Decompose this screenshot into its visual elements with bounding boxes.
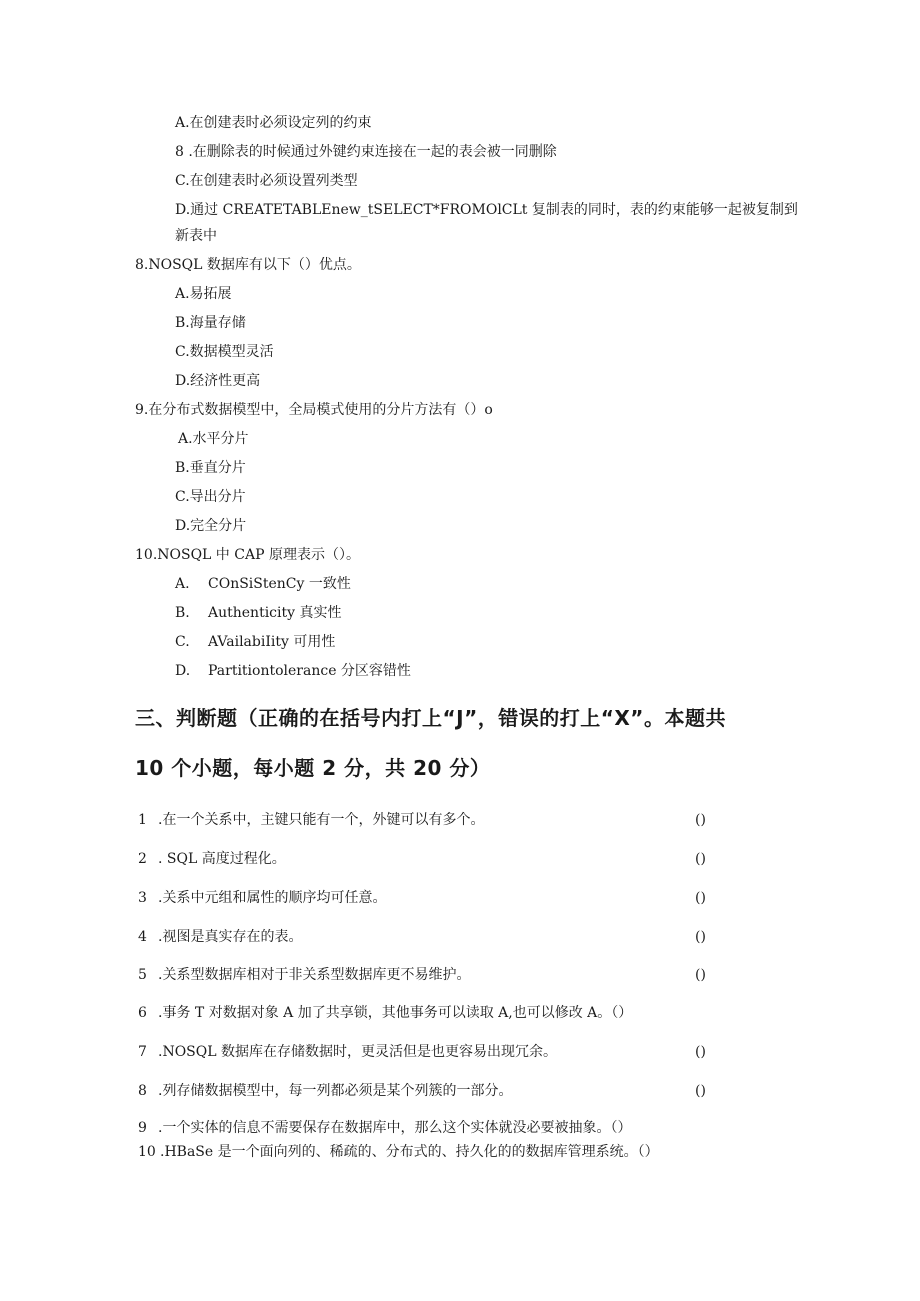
- q10-option-c: [175, 633, 335, 651]
- judgement-item-8: [138, 1082, 512, 1100]
- judgement-item-text: . SQL 高度过程化。: [158, 851, 286, 867]
- q10-stem: 10.NOSQL 中 CAP 原理表示（）。: [135, 547, 360, 563]
- judgement-answer-blank: (): [695, 812, 706, 828]
- q10-option-c-text: AVailabiIity 可用性: [208, 634, 336, 650]
- judgement-item-number: 4: [138, 929, 147, 945]
- judgement-item-3: [138, 889, 386, 907]
- q9-option-b: B.垂直分片: [175, 460, 246, 476]
- q10-option-b-letter: B.: [175, 605, 190, 621]
- q10-option-d: [175, 662, 411, 680]
- q10-option-a: [175, 575, 351, 593]
- judgement-item-2: [138, 850, 286, 868]
- judgement-item-text: .NOSQL 数据库在存储数据时，更灵活但是也更容易出现冗余。: [158, 1044, 557, 1060]
- q8-option-a: A.易拓展: [175, 286, 232, 302]
- judgement-item-text: .关系中元组和属性的顺序均可任意。: [158, 890, 387, 906]
- judgement-item-number: 2: [138, 851, 147, 867]
- section-3-heading-line-1: 三、判断题（正确的在括号内打上“J”，错误的打上“X”。本题共: [135, 706, 726, 730]
- judgement-item-9: [138, 1119, 631, 1137]
- q8-option-c: C.数据模型灵活: [175, 344, 274, 360]
- judgement-answer-blank: (): [695, 967, 706, 983]
- q8-option-d: D.经济性更高: [175, 373, 261, 389]
- q9-option-a: A.水平分片: [178, 431, 249, 447]
- q10-option-c-letter: C.: [175, 634, 190, 650]
- judgement-item-text: .事务 T 对数据对象 A 加了共享锁，其他事务可以读取 A,也可以修改 A。（）: [158, 1005, 633, 1021]
- judgement-item-number: 5: [138, 967, 147, 983]
- judgement-item-6: [138, 1004, 632, 1022]
- q10-option-b-text: Authenticity 真实性: [208, 605, 342, 621]
- judgement-item-number: 9: [138, 1120, 147, 1136]
- judgement-item-5: [138, 966, 470, 984]
- q7-option-d: D.通过 CREATETABLEnew_tSELECT*FROMOlCLt 复制表的同时，表的约束能够一起被复制到: [175, 202, 798, 218]
- judgement-answer-blank: (): [695, 1083, 706, 1099]
- judgement-item-text: .一个实体的信息不需要保存在数据库中，那么这个实体就没必要被抽象。（）: [158, 1120, 632, 1136]
- judgement-item-10: [138, 1143, 659, 1161]
- judgement-item-text: .视图是真实存在的表。: [158, 929, 303, 945]
- q7-option-d-continued: 新表中: [175, 228, 217, 244]
- q10-option-d-text: Partitiontolerance 分区容错性: [208, 663, 411, 679]
- judgement-item-7: [138, 1043, 557, 1061]
- q8-option-b: B.海量存储: [175, 315, 246, 331]
- judgement-item-number: 7: [138, 1044, 147, 1060]
- q7-option-a: A.在创建表时必须设定列的约束: [175, 115, 372, 131]
- judgement-item-1: [138, 811, 484, 829]
- judgement-item-number: 10: [138, 1144, 156, 1160]
- q9-option-c: C.导出分片: [175, 489, 246, 505]
- judgement-item-number: 8: [138, 1083, 147, 1099]
- judgement-answer-blank: (): [695, 929, 706, 945]
- judgement-item-number: 1: [138, 812, 147, 828]
- judgement-item-text: .HBaSe 是一个面向列的、稀疏的、分布式的、持久化的的数据库管理系统。（）: [160, 1144, 659, 1160]
- q10-option-b: [175, 604, 341, 622]
- q8-stem: 8.NOSQL 数据库有以下（）优点。: [135, 257, 361, 273]
- judgement-item-text: .列存储数据模型中，每一列都必须是某个列簇的一部分。: [158, 1083, 513, 1099]
- judgement-answer-blank: (): [695, 890, 706, 906]
- q7-option-c: C.在创建表时必须设置列类型: [175, 173, 358, 189]
- judgement-item-4: [138, 928, 302, 946]
- judgement-answer-blank: (): [695, 1044, 706, 1060]
- judgement-item-text: .关系型数据库相对于非关系型数据库更不易维护。: [158, 967, 471, 983]
- q10-option-d-letter: D.: [175, 663, 191, 679]
- q9-option-d: D.完全分片: [175, 518, 247, 534]
- section-3-heading-line-2: 10 个小题，每小题 2 分，共 20 分）: [135, 756, 491, 780]
- judgement-item-text: .在一个关系中，主键只能有一个，外键可以有多个。: [158, 812, 485, 828]
- judgement-answer-blank: (): [695, 851, 706, 867]
- q7-option-b: 8 .在删除表的时候通过外键约束连接在一起的表会被一同删除: [175, 144, 557, 160]
- judgement-item-number: 3: [138, 890, 147, 906]
- judgement-item-number: 6: [138, 1005, 147, 1021]
- q9-stem: 9.在分布式数据模型中，全局模式使用的分片方法有（）o: [135, 402, 493, 418]
- q10-option-a-text: COnSiStenCy 一致性: [208, 576, 351, 592]
- q10-option-a-letter: A.: [175, 576, 190, 592]
